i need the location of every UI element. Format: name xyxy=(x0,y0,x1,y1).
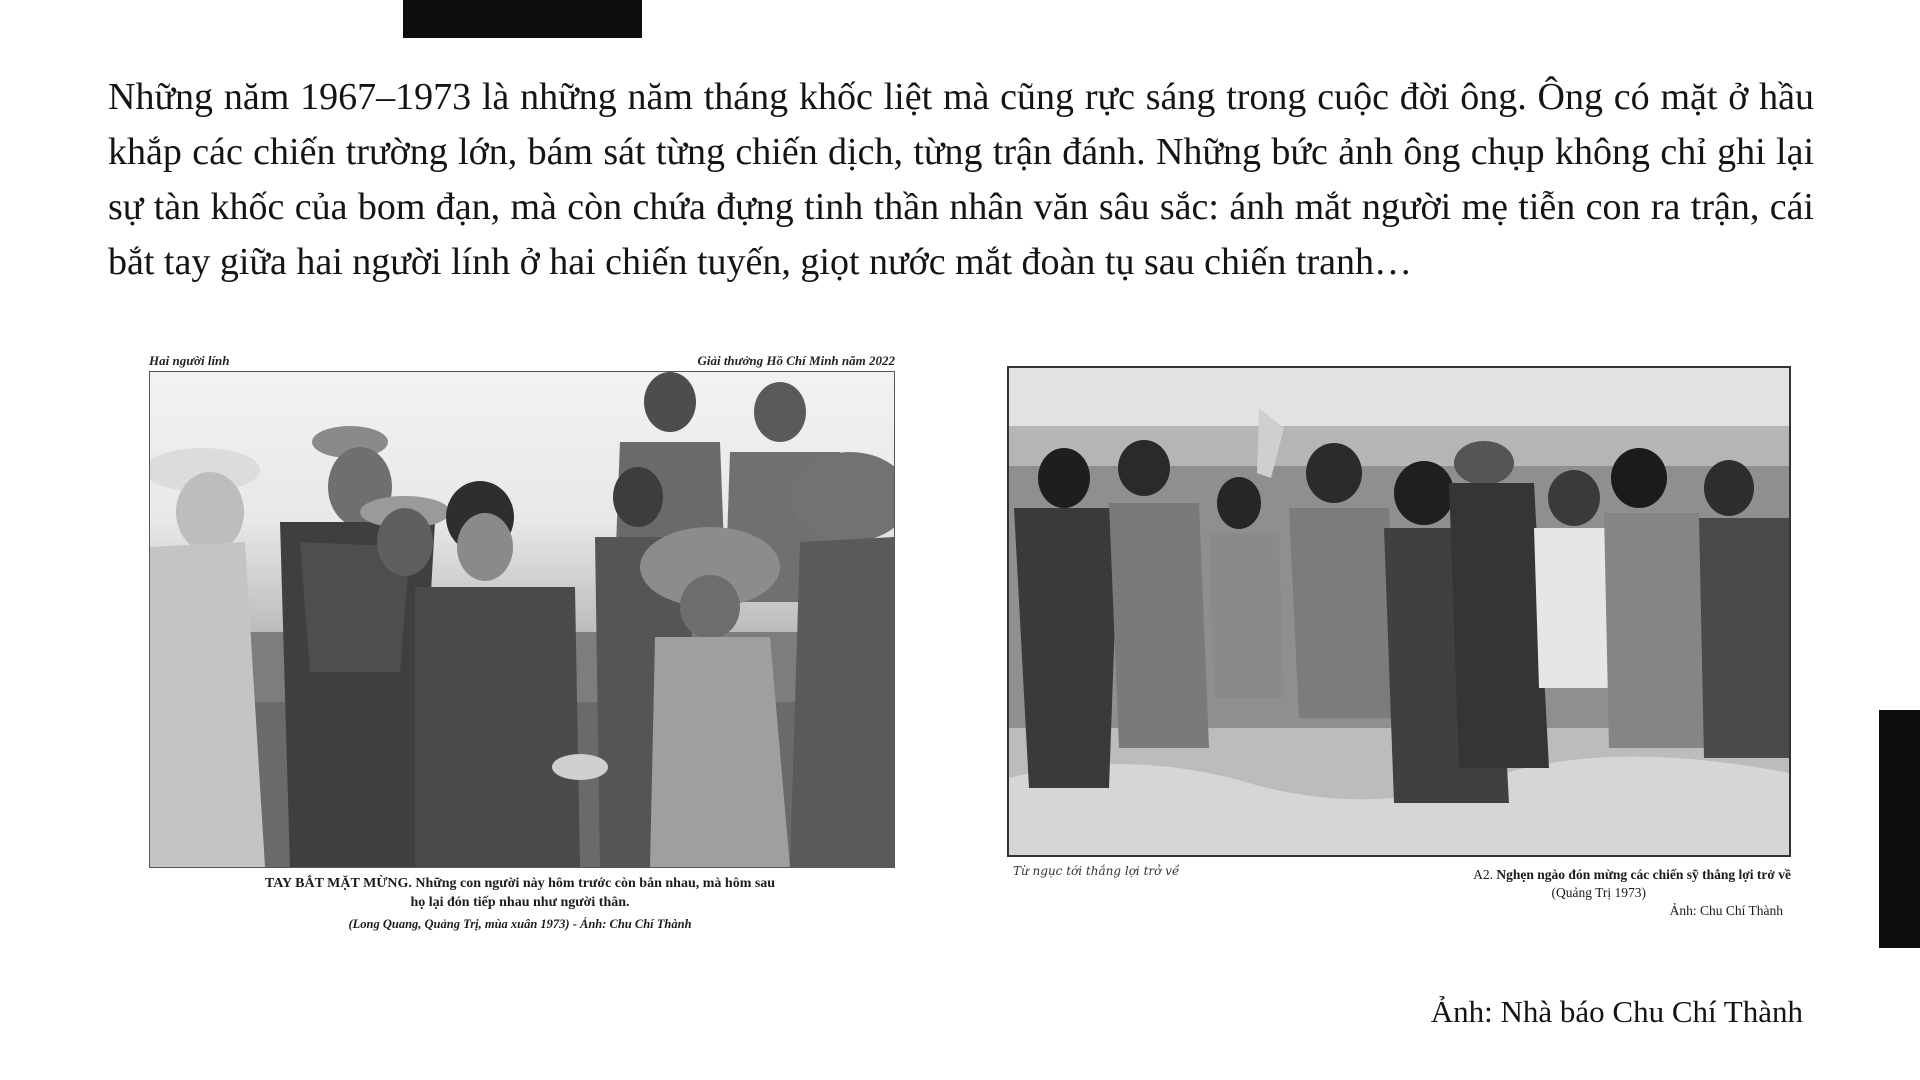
award-label: Giải thưởng Hồ Chí Minh năm 2022 xyxy=(697,353,895,368)
side-decor-bar xyxy=(1879,710,1920,948)
photo-handshake xyxy=(145,348,905,948)
photo-welcome-image xyxy=(1007,366,1791,857)
caption-title: Nghẹn ngào đón mừng các chiến sỹ thắng lợi trở về xyxy=(1496,867,1791,882)
caption-line-1: TAY BẮT MẶT MỪNG. Những con người này hôm trước còn bắn nhau, mà hôm sau xyxy=(264,876,776,891)
caption-place: (Quảng Trị 1973) xyxy=(1551,885,1646,900)
caption-line-2: họ lại đón tiếp nhau như người thân. xyxy=(410,895,630,910)
page-photo-credit: Ảnh: Nhà báo Chu Chí Thành xyxy=(1430,994,1803,1029)
caption-credit: Ảnh: Chu Chí Thành xyxy=(1669,903,1783,918)
photo-welcome-return xyxy=(1005,364,1795,944)
top-decor-bar xyxy=(403,0,642,38)
photo-script-label: Từ ngục tới thắng lợi trở về xyxy=(1013,864,1180,878)
intro-paragraph: Những năm 1967–1973 là những năm tháng khốc liệt mà cũng rực sáng trong cuộc đời ông. Ông có mặt ở hầu khắp các chiến trường lớn, bám sát từng chiến dịch, từng trận đánh. Những bức ảnh ông chụp không chỉ ghi lại sự tàn khốc của bom đạn, mà còn chứa đựng tinh thần nhân văn sâu sắc: ánh mắt người mẹ tiễn con ra trận, cái bắt tay giữa hai người lính ở hai chiến tuyến, giọt nước mắt đoàn tụ sau chiến tranh… xyxy=(108,76,1814,283)
photo-handshake-image xyxy=(149,371,895,868)
photo-welcome-caption xyxy=(1315,866,1791,920)
caption-title-line xyxy=(1315,866,1791,884)
photo-handshake-caption xyxy=(145,874,895,934)
photo-series-label: Hai người lính xyxy=(149,353,230,368)
caption-line-3: (Long Quang, Quảng Trị, mùa xuân 1973) - Ảnh: Chu Chí Thành xyxy=(348,917,692,931)
photo-top-labels xyxy=(149,353,905,369)
caption-prefix: A2. xyxy=(1473,867,1494,882)
